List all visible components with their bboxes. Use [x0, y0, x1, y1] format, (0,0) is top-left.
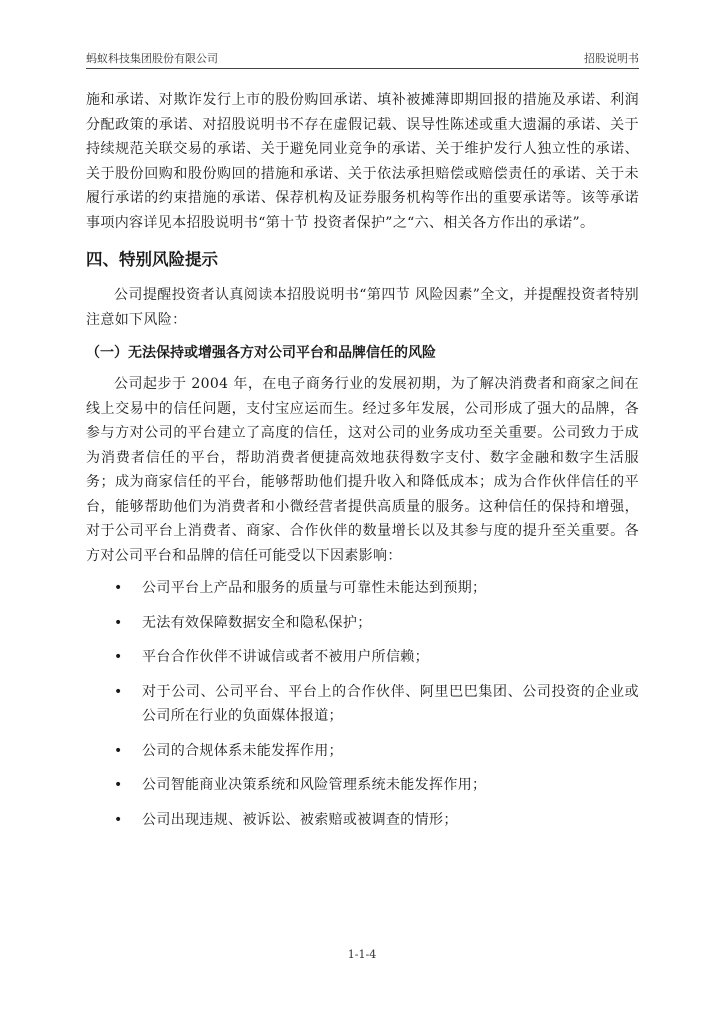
- page-number: 1-1-4: [347, 948, 377, 961]
- trust-risk-paragraph: 公司起步于 2004 年，在电子商务行业的发展初期，为了解决消费者和商家之间在线上交易中的信任问题，支付宝应运而生。经过多年发展，公司形成了强大的品牌，各参与方对公司的平台建立了高度的信任，这对公司的业务成功至关重要。公司致力于成为消费者信任的平台，帮助消费者便捷高效地获得数字支付、数字金融和数字生活服务；成为商家信任的平台，能够帮助他们提升收入和降低成本；成为合作伙伴信任的平台，能够帮助他们为消费者和小微经营者提供高质量的服务。这种信任的保持和增强，对于公司平台上消费者、商家、合作伙伴的数量增长以及其参与度的提升至关重要。各方对公司平台和品牌的信任可能受以下因素影响：: [86, 376, 639, 564]
- intro-paragraph: 施和承诺、对欺诈发行上市的股份购回承诺、填补被摊薄即期回报的措施及承诺、利润分配政策的承诺、对招股说明书不存在虚假记载、误导性陈述或重大遗漏的承诺、关于持续规范关联交易的承诺、关于避免同业竞争的承诺、关于维护发行人独立性的承诺、关于股份回购和股份购回的措施和承诺、关于依法承担赔偿或赔偿责任的承诺、关于未履行承诺的约束措施的承诺、保荐机构及证券服务机构等作出的重要承诺等。该等承诺事项内容详见本招股说明书“第十节 投资者保护”之“六、相关各方作出的承诺”。: [86, 92, 639, 231]
- header-company-name: 蚂蚁科技集团股份有限公司: [86, 52, 218, 65]
- header-document-type: 招股说明书: [584, 52, 639, 65]
- list-item: [86, 808, 639, 833]
- list-item-text: 平台合作伙伴不讲诚信或者不被用户所信赖；: [142, 649, 429, 665]
- list-item-text: 公司智能商业决策系统和风险管理系统未能发挥作用；: [142, 777, 487, 793]
- list-item: [86, 773, 639, 798]
- section-heading: 四、特别风险提示: [86, 250, 218, 269]
- list-item-text: 对于公司、公司平台、平台上的合作伙伴、阿里巴巴集团、公司投资的企业或公司所在行业的负面媒体报道；: [142, 683, 639, 724]
- page-body: [86, 88, 639, 842]
- list-item: [86, 645, 639, 670]
- bullet-icon: •: [114, 742, 123, 759]
- list-item-text: 公司出现违规、被诉讼、被索赔或被调查的情形；: [142, 811, 458, 828]
- list-item: [86, 680, 639, 729]
- bullet-icon: •: [114, 811, 123, 828]
- bullet-icon: •: [114, 580, 123, 596]
- list-item: [86, 739, 639, 764]
- bullet-icon: •: [114, 777, 123, 793]
- list-item: [86, 611, 639, 636]
- risk-factor-list: [86, 576, 639, 832]
- bullet-icon: •: [114, 683, 123, 700]
- subsection-heading: （一）无法保持或增强各方对公司平台和品牌信任的风险: [86, 345, 436, 361]
- header-divider: [86, 68, 639, 69]
- list-item: [86, 576, 639, 601]
- list-item-text: 公司平台上产品和服务的质量与可靠性未能达到预期；: [142, 580, 487, 596]
- risk-intro-paragraph: 公司提醒投资者认真阅读本招股说明书“第四节 风险因素”全文，并提醒投资者特别注意如下风险：: [86, 287, 639, 328]
- bullet-icon: •: [114, 614, 123, 631]
- bullet-icon: •: [114, 649, 123, 665]
- list-item-text: 公司的合规体系未能发挥作用；: [142, 742, 343, 759]
- list-item-text: 无法有效保障数据安全和隐私保护；: [142, 614, 372, 631]
- page-header: [86, 50, 639, 68]
